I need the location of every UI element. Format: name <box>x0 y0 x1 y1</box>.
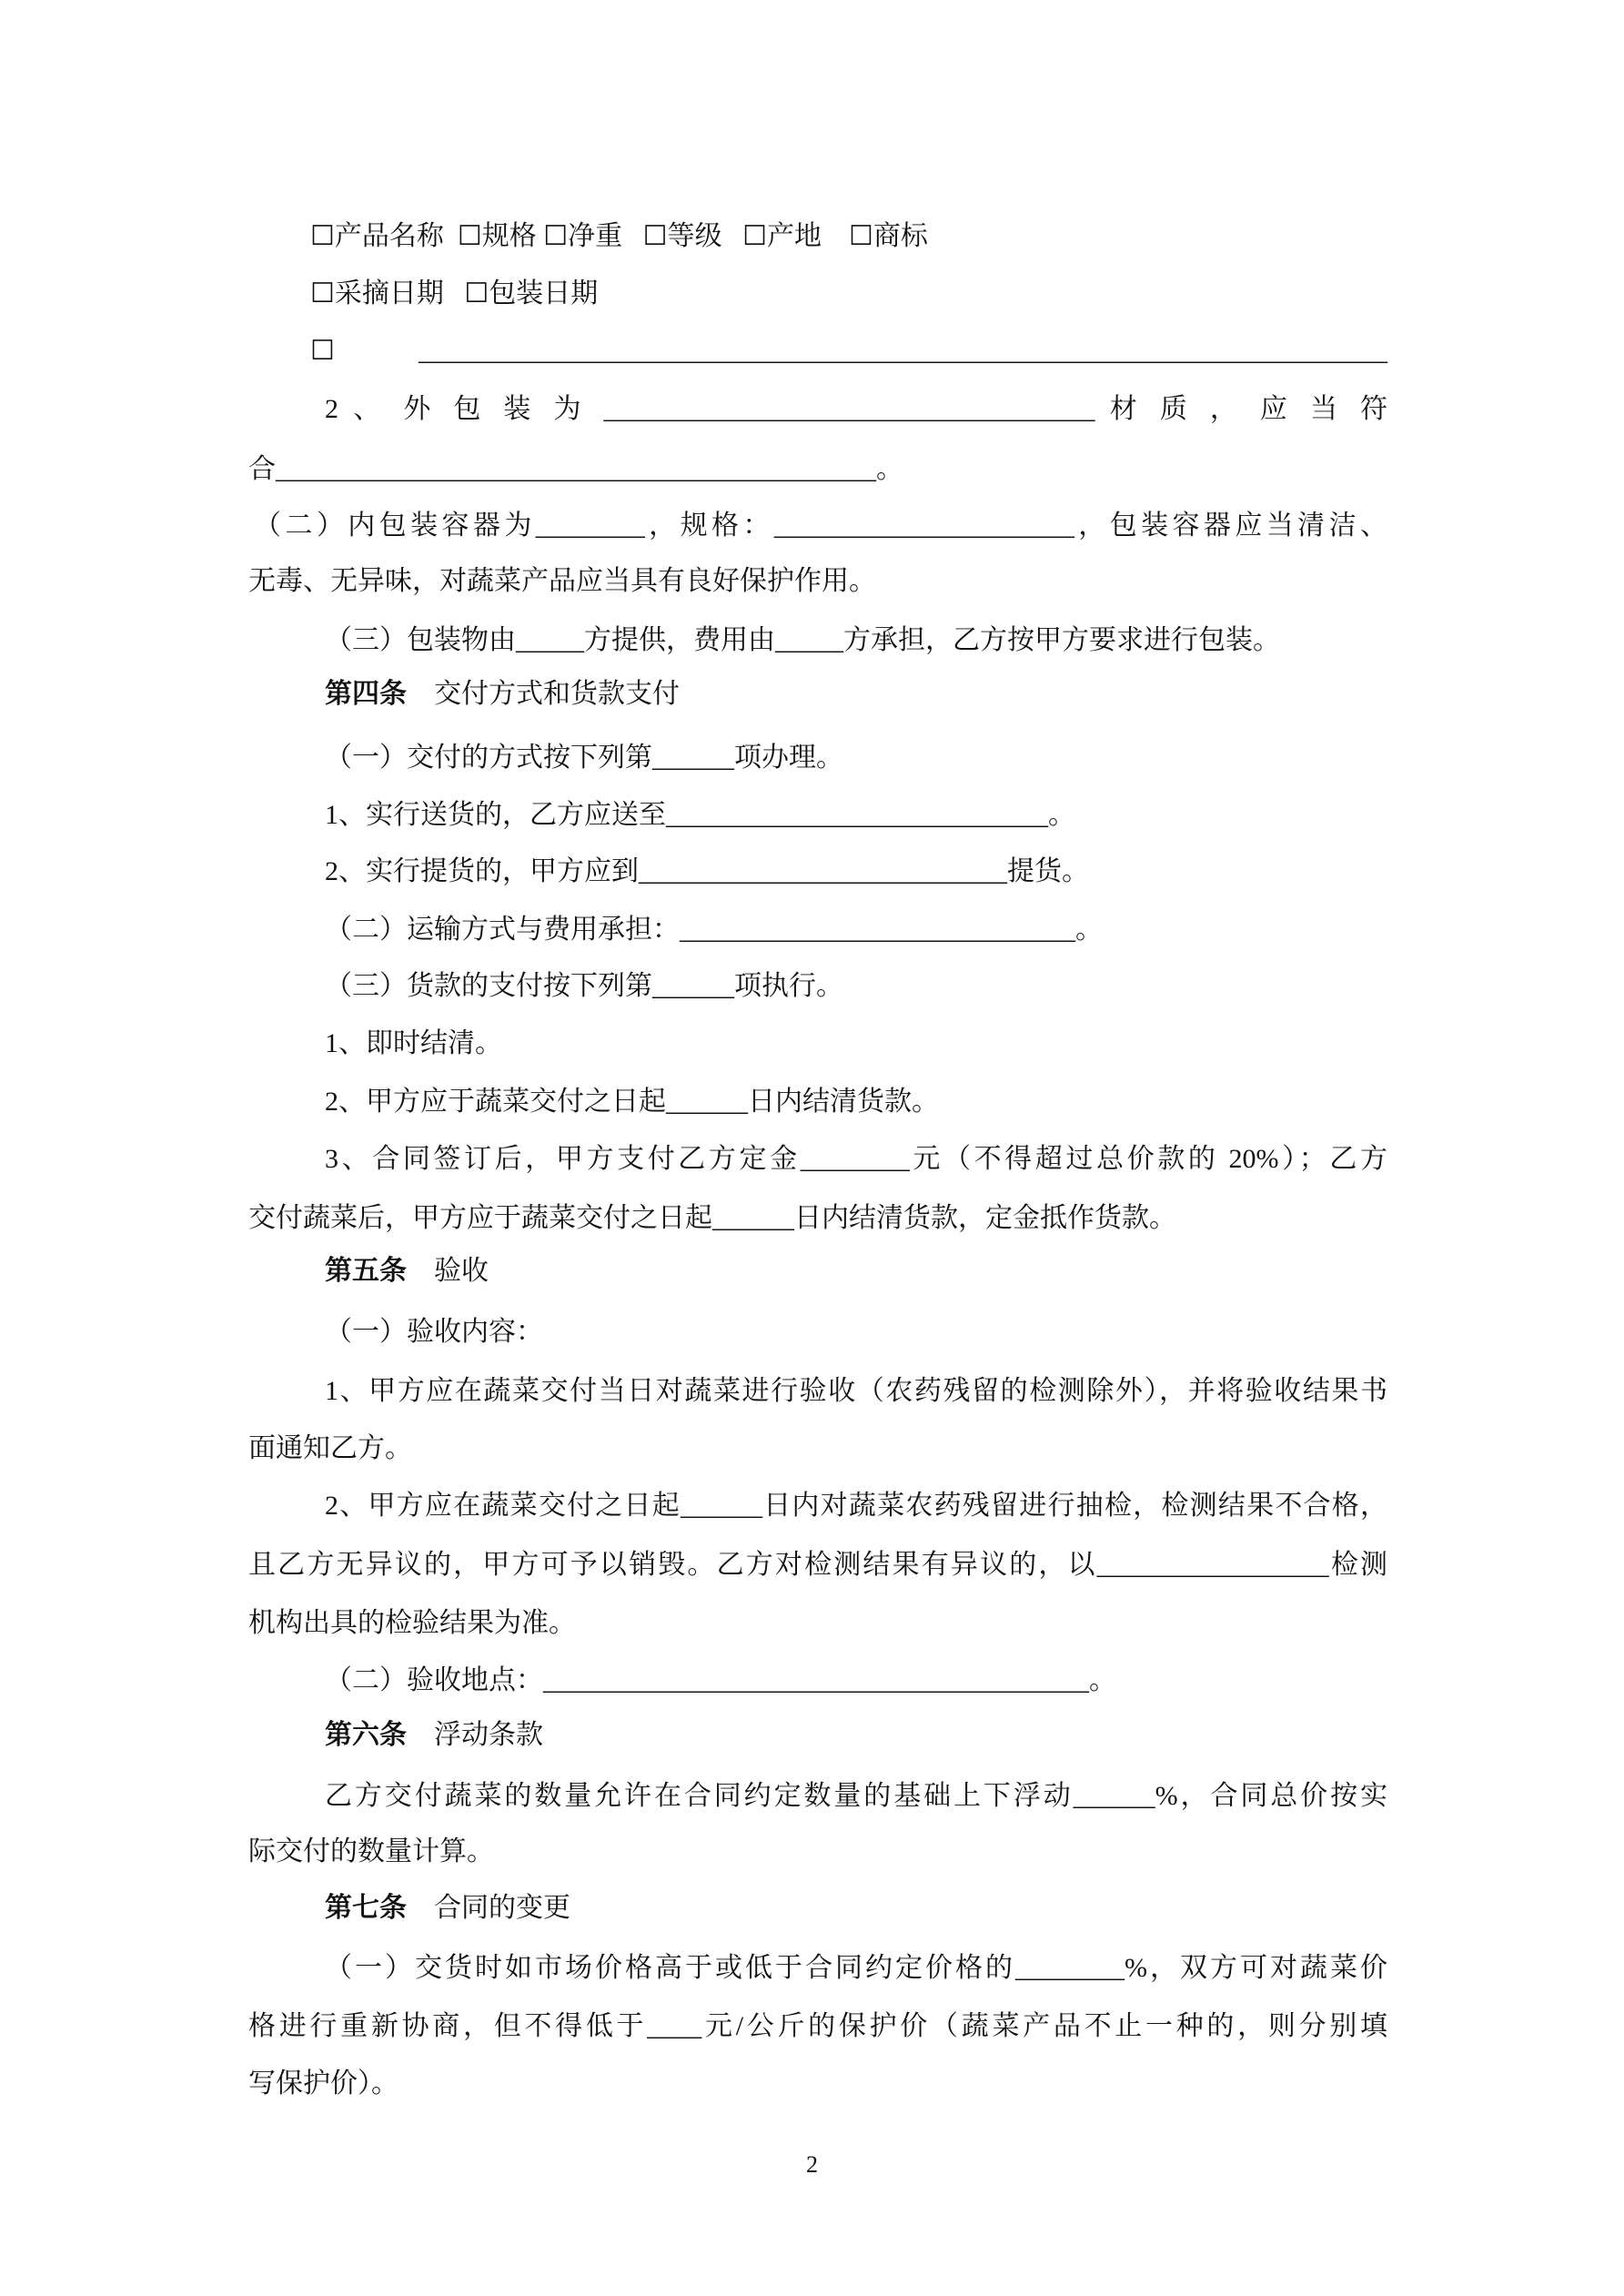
text-line: 2、甲方应在蔬菜交付之日起______日内对蔬菜农药残留进行抽检，检测结果不合格， <box>325 1491 1387 1521</box>
text-line: （三）包装物由_____方提供，费用由_____方承担，乙方按甲方要求进行包装。 <box>325 625 1280 655</box>
article-heading <box>325 1890 1387 1927</box>
text-line: （三）货款的支付按下列第______项执行。 <box>325 971 843 1001</box>
article-title: 浮动条款 <box>434 1720 543 1750</box>
article-number: 第七条 <box>325 1893 407 1923</box>
text-line: （一）交付的方式按下列第______项办理。 <box>325 743 843 773</box>
article-number: 第四条 <box>325 679 407 709</box>
text-line: 无毒、无异味，对蔬菜产品应当具有良好保护作用。 <box>248 566 876 596</box>
article-title: 合同的变更 <box>434 1893 570 1923</box>
text-line: 格进行重新协商，但不得低于____元/公斤的保护价（蔬菜产品不止一种的，则分别填 <box>248 2011 1387 2041</box>
text-line: （一）交货时如市场价格高于或低于合同约定价格的________%，双方可对蔬菜价 <box>325 1953 1387 1983</box>
text-line: 合____________________________________________。 <box>248 454 903 484</box>
text-line: ☐ _______________________________________________________________________ <box>310 336 1387 366</box>
article-heading <box>325 676 1387 713</box>
text-line: 1、实行送货的，乙方应送至____________________________。 <box>325 800 1075 830</box>
text-line: 3、合同签订后，甲方支付乙方定金________元（不得超过总价款的 20%）；乙方 <box>325 1144 1387 1174</box>
text-line: （二）验收地点：________________________________________。 <box>325 1665 1116 1695</box>
text-line: 机构出具的检验结果为准。 <box>248 1608 576 1638</box>
article-number: 第五条 <box>325 1256 407 1286</box>
text-line: 面通知乙方。 <box>248 1433 412 1463</box>
text-line: 1、即时结清。 <box>325 1028 502 1058</box>
article-title: 交付方式和货款支付 <box>434 679 680 709</box>
text-line: 写保护价）。 <box>248 2068 398 2099</box>
text-line: ☐采摘日期 ☐包装日期 <box>310 278 599 308</box>
text-line: （一）验收内容： <box>325 1317 543 1347</box>
text-line: 2 、 外 包 装 为 ____________________________________ 材 质 ， 应 当 符 <box>325 394 1387 424</box>
text-line: 2、甲方应于蔬菜交付之日起______日内结清货款。 <box>325 1087 939 1117</box>
text-line: （二）运输方式与费用承担：_____________________________。 <box>325 915 1103 945</box>
text-line: （二）内包装容器为________，规格：______________________，包装容器应当清洁、 <box>254 511 1387 541</box>
text-line: 际交付的数量计算。 <box>248 1836 494 1866</box>
text-line: ☐产品名称 ☐规格 ☐净重 ☐等级 ☐产地 ☐商标 <box>310 221 928 251</box>
text-line: 2、实行提货的，甲方应到___________________________提货。 <box>325 856 1089 886</box>
page-number: 2 <box>806 2151 818 2178</box>
article-heading <box>325 1717 1387 1754</box>
text-line: 交付蔬菜后，甲方应于蔬菜交付之日起______日内结清货款，定金抵作货款。 <box>248 1203 1176 1233</box>
article-number: 第六条 <box>325 1720 407 1750</box>
article-title: 验收 <box>434 1256 489 1286</box>
text-line: 乙方交付蔬菜的数量允许在合同约定数量的基础上下浮动______%，合同总价按实 <box>325 1781 1387 1811</box>
article-heading <box>325 1253 1387 1290</box>
text-line: 且乙方无异议的，甲方可予以销毁。乙方对检测结果有异议的，以_________________检测 <box>248 1550 1387 1580</box>
text-line: 1、甲方应在蔬菜交付当日对蔬菜进行验收（农药残留的检测除外），并将验收结果书 <box>325 1376 1387 1406</box>
